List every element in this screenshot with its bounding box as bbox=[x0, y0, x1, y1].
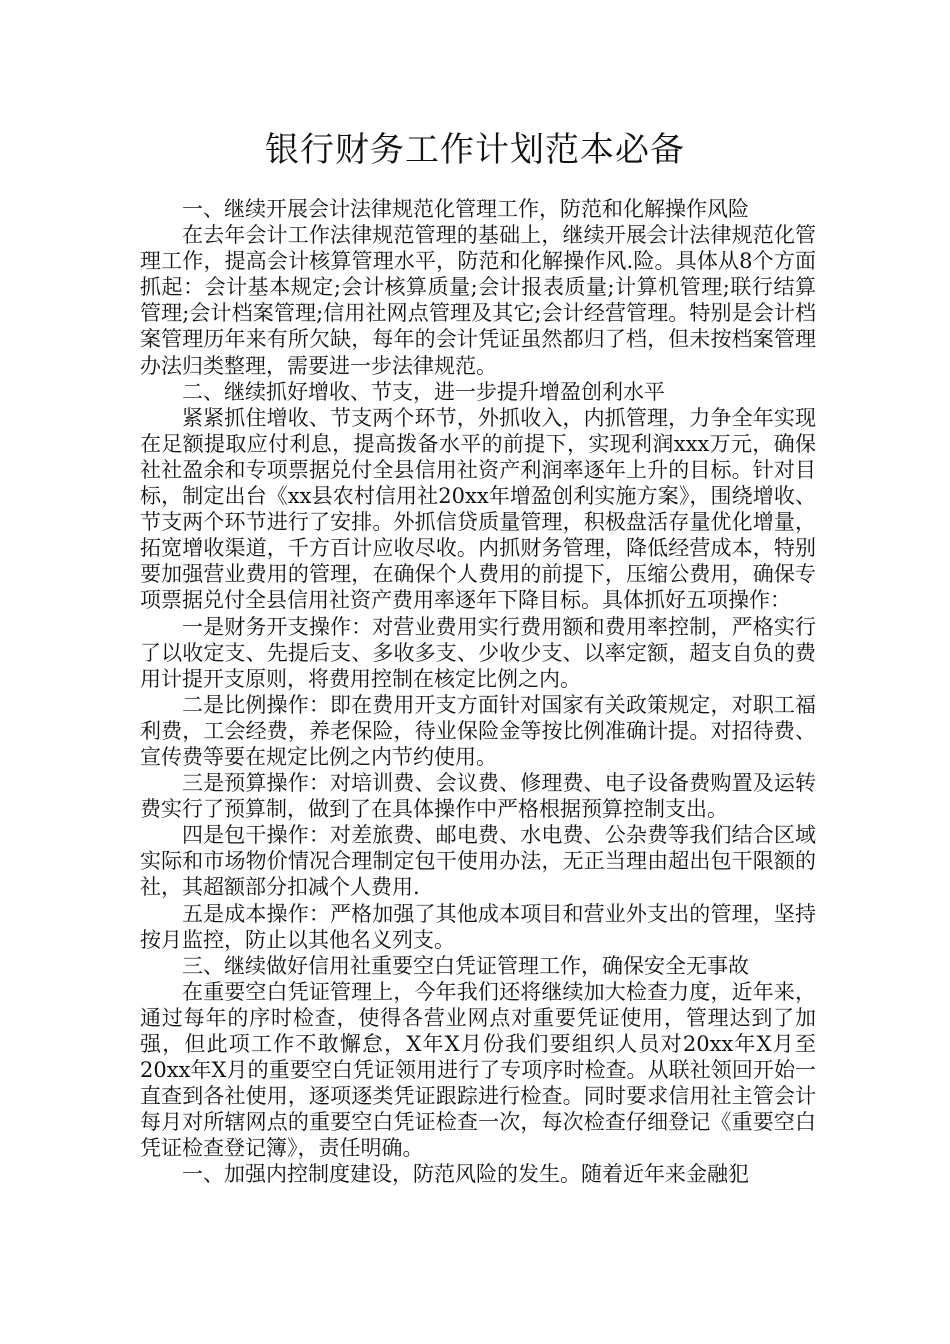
body-paragraph: 一是财务开支操作：对营业费用实行费用额和费用率控制，严格实行了以收定支、先提后支、多收多支、少收少支、以率定额，超支自负的费用计提开支原则，将费用控制在核定比例之内。 bbox=[140, 614, 816, 691]
body-paragraph: 一、加强内控制度建设，防范风险的发生。随着近年来金融犯 bbox=[182, 1162, 749, 1187]
body-paragraph: 二是比例操作：即在费用开支方面针对国家有关政策规定，对职工福利费，工会经费，养老保险，待业保险金等按比例准确计提。对招待费、宣传费等要在规定比例之内节约使用。 bbox=[140, 692, 816, 769]
body-paragraph: 紧紧抓住增收、节支两个环节，外抓收入，内抓管理，力争全年实现在足额提取应付利息，提高拨备水平的前提下，实现利润xxx万元，确保社社盈余和专项票据兑付全县信用社资产利润率逐年上升的目标。针对目标，制定出台《xx县农村信用社20xx年增盈创利实施方案》，围绕增收、节支两个环节进行了安排。外抓信贷质量管理，积极盘活存量优化增量，拓宽增收渠道，千方百计应收尽收。内抓财务管理，降低经营成本，特别要加强营业费用的管理，在确保个人费用的前提下，压缩公费用，确保专项票据兑付全县信用社资产费用率逐年下降目标。具体抓好五项操作： bbox=[140, 405, 816, 613]
document-title: 银行财务工作计划范本必备 bbox=[265, 130, 685, 170]
body-paragraph: 五是成本操作：严格加强了其他成本项目和营业外支出的管理，坚持按月监控，防止以其他名义列支。 bbox=[140, 901, 816, 952]
body-paragraph: 在重要空白凭证管理上，今年我们还将继续加大检查力度，近年来，通过每年的序时检查，使得各营业网点对重要凭证使用，管理达到了加强，但此项工作不敢懈怠，X年X月份我们要组织人员对20xx年X月至20xx年X月的重要空白凭证领用进行了专项序时检查。从联社领回开始一直查到各社使用，逐项逐类凭证跟踪进行检查。同时要求信用社主管会计每月对所辖网点的重要空白凭证检查一次，每次检查仔细登记《重要空白凭证检查登记簿》，责任明确。 bbox=[140, 979, 816, 1161]
body-paragraph: 在去年会计工作法律规范管理的基础上，继续开展会计法律规范化管理工作，提高会计核算管理水平，防范和化解操作风.险。具体从8个方面抓起：会计基本规定;会计核算质量;会计报表质量;计算机管理;联行结算管理;会计档案管理;信用社网点管理及其它;会计经营管理。特别是会计档案管理历年来有所欠缺，每年的会计凭证虽然都归了档，但未按档案管理办法归类整理，需要进一步法律规范。 bbox=[140, 223, 816, 378]
body-paragraph: 四是包干操作：对差旅费、邮电费、水电费、公杂费等我们结合区域实际和市场物价情况合理制定包干使用办法，无正当理由超出包干限额的社，其超额部分扣减个人费用. bbox=[140, 823, 816, 900]
section-heading: 二、继续抓好增收、节支，进一步提升增盈创利水平 bbox=[182, 379, 665, 404]
section-heading: 三、继续做好信用社重要空白凭证管理工作，确保安全无事故 bbox=[182, 953, 749, 978]
section-heading: 一、继续开展会计法律规范化管理工作，防范和化解操作风险 bbox=[182, 197, 749, 221]
body-paragraph: 三是预算操作：对培训费、会议费、修理费、电子设备费购置及运转费实行了预算制，做到了在具体操作中严格根据预算控制支出。 bbox=[140, 771, 816, 822]
document-body bbox=[140, 196, 816, 1188]
